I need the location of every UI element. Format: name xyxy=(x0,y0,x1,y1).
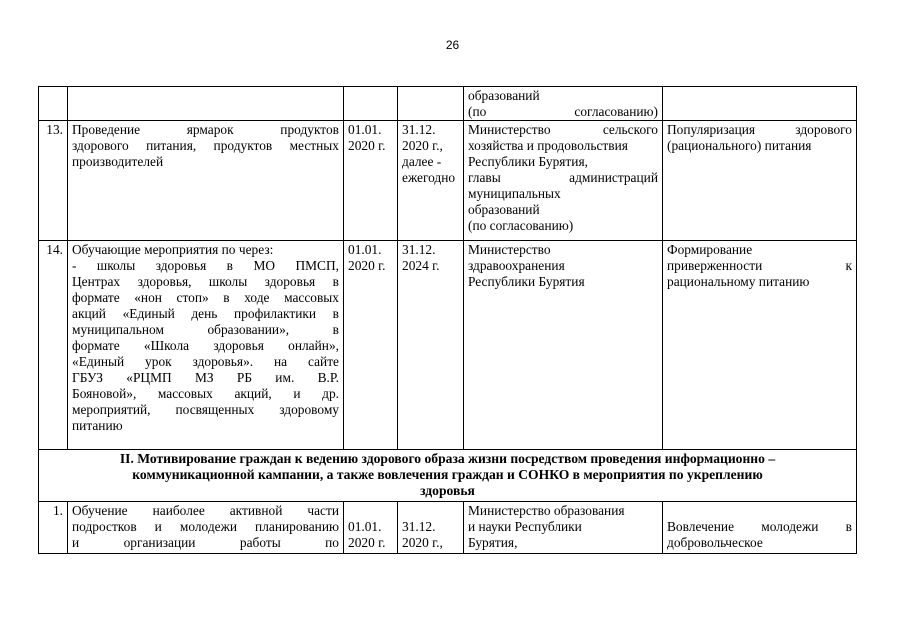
executor-line: Министерство образования xyxy=(468,503,625,518)
event-line: ГБУЗ «РЦМП МЗ РБ им. В.Р. xyxy=(72,370,339,385)
row-number xyxy=(39,87,68,121)
event-line: муниципальном образовании», в xyxy=(72,322,339,337)
start-date-line: 01.01. xyxy=(348,122,382,137)
executor-line: и науки Республики xyxy=(468,519,582,534)
start-date-cell xyxy=(344,502,398,554)
executor-line: Министерство сельского xyxy=(468,122,658,137)
row-number: 1. xyxy=(39,502,68,554)
executor-cell xyxy=(464,87,663,121)
event-line: и организации работы по xyxy=(72,535,339,550)
table-row xyxy=(39,87,857,121)
executor-line: муниципальных xyxy=(468,186,561,201)
result-line: добровольческое xyxy=(667,535,763,550)
executor-line: образований xyxy=(468,202,540,217)
executor-line: главы администраций xyxy=(468,170,658,185)
event-line: формате «нон стоп» в ходе массовых xyxy=(72,290,339,305)
event-line: мероприятий, посвященных здоровому xyxy=(72,402,339,417)
event-line: производителей xyxy=(72,154,164,169)
table-row xyxy=(39,121,857,241)
section-header-row xyxy=(39,450,857,502)
event-line: Проведение ярмарок продуктов xyxy=(72,122,339,137)
spacer xyxy=(402,503,459,519)
end-date-cell xyxy=(398,121,464,241)
plan-table xyxy=(38,86,857,554)
event-line: питанию xyxy=(72,418,123,433)
executor-line: здравоохранения xyxy=(468,258,565,273)
event-line: формате «Школа здоровья онлайн», xyxy=(72,338,339,353)
end-date-line: 31.12. xyxy=(402,122,436,137)
executor-cell xyxy=(464,121,663,241)
result-cell xyxy=(663,502,857,554)
result-line: приверженности к xyxy=(667,258,852,273)
end-date-line: 31.12. xyxy=(402,519,436,534)
section-heading xyxy=(39,450,857,502)
executor-line: Республики Бурятия xyxy=(468,274,585,289)
section-heading-line: II. Мотивирование граждан к ведению здорового образа жизни посредством проведения информационно – xyxy=(119,451,776,466)
executor-line: образований xyxy=(468,88,540,103)
executor-cell xyxy=(464,241,663,450)
result-line: рациональному питанию xyxy=(667,274,810,289)
page-number: 26 xyxy=(445,38,460,52)
start-date-line: 01.01. xyxy=(348,242,382,257)
table-row xyxy=(39,502,857,554)
event-line: акций «Единый день профилактики в xyxy=(72,306,339,321)
event-line: Обучение наиболее активной части xyxy=(72,503,339,518)
executor-line: Бурятия, xyxy=(468,535,518,550)
start-date-cell xyxy=(344,121,398,241)
spacer xyxy=(348,503,393,519)
event-cell xyxy=(68,241,344,450)
result-line: Популяризация здорового xyxy=(667,122,852,137)
end-date-line: 2024 г. xyxy=(402,258,440,273)
end-date-line: 2020 г., xyxy=(402,535,443,550)
start-date-line: 2020 г. xyxy=(348,138,386,153)
row-number: 14. xyxy=(39,241,68,450)
executor-cell xyxy=(464,502,663,554)
executor-line: (по согласованию) xyxy=(468,104,658,119)
end-date-cell xyxy=(398,87,464,121)
result-line: Вовлечение молодежи в xyxy=(667,519,852,534)
section-heading-line: коммуникационной кампании, а также вовлечения граждан и СОНКО в мероприятия по укреплению xyxy=(132,467,763,482)
event-cell xyxy=(68,502,344,554)
row-number: 13. xyxy=(39,121,68,241)
result-line: Формирование xyxy=(667,242,753,257)
executor-line: Министерство xyxy=(468,242,551,257)
event-cell xyxy=(68,121,344,241)
end-date-cell xyxy=(398,241,464,450)
table-row xyxy=(39,241,857,450)
event-line: «Единый урок здоровья». на сайте xyxy=(72,354,339,369)
result-line: (рационального) питания xyxy=(667,138,812,153)
start-date-cell xyxy=(344,87,398,121)
event-line: Бояновой», массовых акций, и др. xyxy=(72,386,339,401)
executor-line: хозяйства и продовольствия xyxy=(468,138,628,153)
event-cell xyxy=(68,87,344,121)
end-date-line: ежегодно xyxy=(402,170,456,185)
result-cell xyxy=(663,121,857,241)
start-date-line: 2020 г. xyxy=(348,535,386,550)
executor-line: Республики Бурятия, xyxy=(468,154,588,169)
executor-line: (по согласованию) xyxy=(468,218,574,233)
end-date-line: 31.12. xyxy=(402,242,436,257)
event-line: - школы здоровья в МО ПМСП, xyxy=(72,258,339,273)
end-date-line: 2020 г., xyxy=(402,138,443,153)
event-line: Обучающие мероприятия по через: xyxy=(72,242,274,257)
event-line: Центрах здоровья, школы здоровья в xyxy=(72,274,339,289)
section-heading-line: здоровья xyxy=(420,483,475,498)
end-date-line: далее - xyxy=(402,154,442,169)
start-date-line: 01.01. xyxy=(348,519,382,534)
result-cell xyxy=(663,241,857,450)
start-date-line: 2020 г. xyxy=(348,258,386,273)
start-date-cell xyxy=(344,241,398,450)
event-line: здорового питания, продуктов местных xyxy=(72,138,339,153)
spacer xyxy=(667,503,852,519)
event-line: подростков и молодежи планированию xyxy=(72,519,339,534)
result-cell xyxy=(663,87,857,121)
end-date-cell xyxy=(398,502,464,554)
